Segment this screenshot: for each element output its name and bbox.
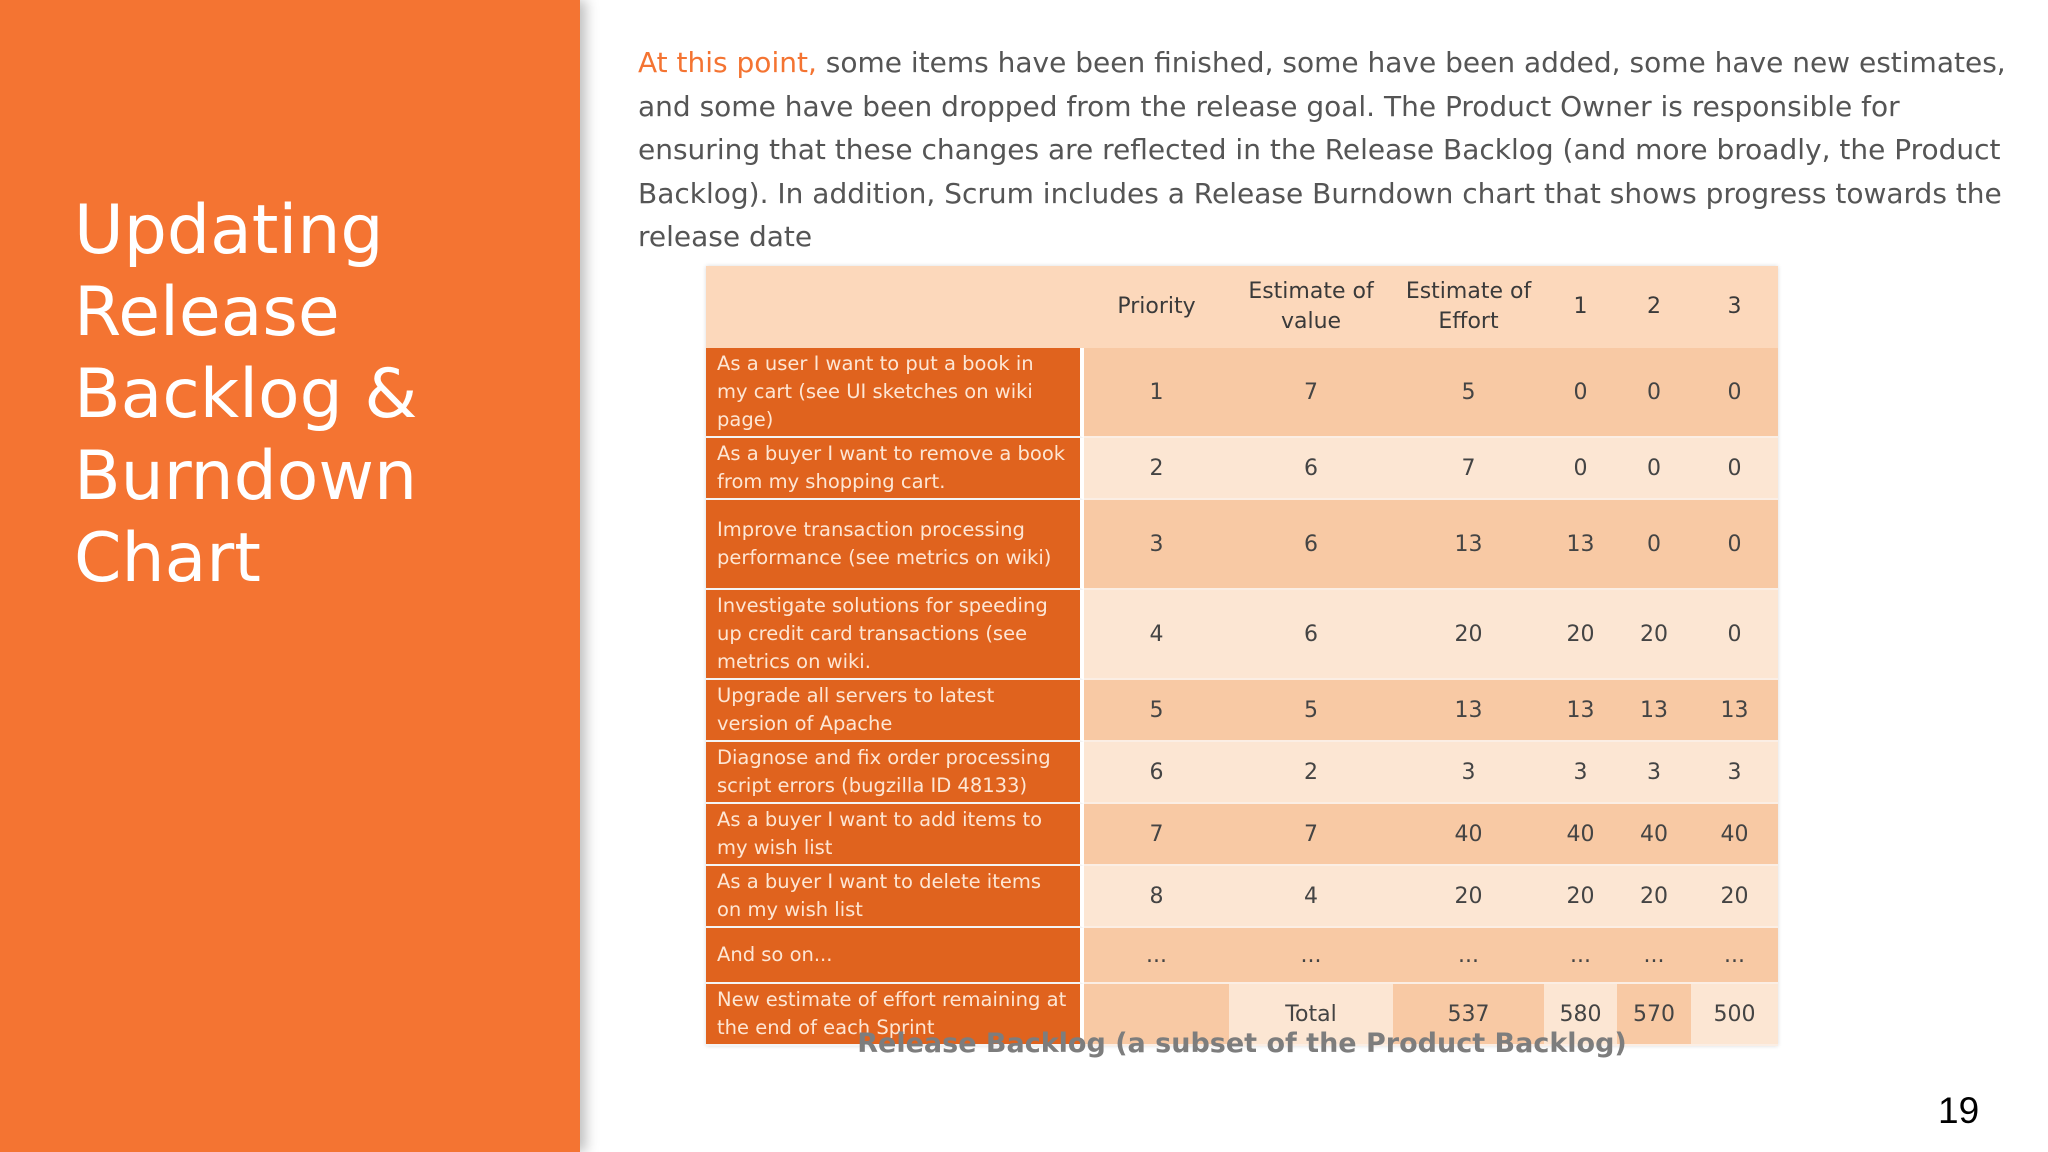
value-cell: ... xyxy=(1229,928,1393,984)
table-row xyxy=(706,866,1778,928)
sprint-3-cell: 3 xyxy=(1691,742,1778,804)
title-panel xyxy=(0,0,580,1152)
sprint-1-cell: 3 xyxy=(1544,742,1617,804)
priority-cell: 4 xyxy=(1084,590,1229,680)
effort-cell: 20 xyxy=(1393,590,1544,680)
value-cell: 6 xyxy=(1229,590,1393,680)
story-cell: Improve transaction processing performance (see metrics on wiki) xyxy=(706,500,1084,590)
intro-lead: At this point, xyxy=(638,46,817,79)
sprint-2-cell: 20 xyxy=(1617,590,1691,680)
backlog-table xyxy=(706,266,1778,1046)
intro-paragraph xyxy=(638,41,2010,259)
priority-cell: 8 xyxy=(1084,866,1229,928)
sprint-1-total-cell: 580 xyxy=(1544,984,1617,1046)
effort-cell: 13 xyxy=(1393,500,1544,590)
title-line: Burndown xyxy=(74,436,418,516)
effort-cell: ... xyxy=(1393,928,1544,984)
header-sprint-3: 3 xyxy=(1691,266,1778,348)
priority-cell: 1 xyxy=(1084,348,1229,438)
sprint-1-cell: 40 xyxy=(1544,804,1617,866)
table-row xyxy=(706,680,1778,742)
title-line: Updating xyxy=(74,190,384,270)
value-cell: 6 xyxy=(1229,500,1393,590)
title-line: Backlog & xyxy=(74,354,418,434)
value-cell: 7 xyxy=(1229,348,1393,438)
effort-cell: 20 xyxy=(1393,866,1544,928)
table-row xyxy=(706,928,1778,984)
sprint-3-cell: 0 xyxy=(1691,438,1778,500)
sprint-2-cell: 0 xyxy=(1617,348,1691,438)
sprint-2-cell: 3 xyxy=(1617,742,1691,804)
sprint-2-total-cell: 570 xyxy=(1617,984,1691,1046)
page-number: 19 xyxy=(1938,1090,1980,1131)
value-cell: 6 xyxy=(1229,438,1393,500)
header-sprint-2: 2 xyxy=(1617,266,1691,348)
sprint-1-cell: 20 xyxy=(1544,866,1617,928)
priority-cell: 6 xyxy=(1084,742,1229,804)
story-cell: As a buyer I want to delete items on my wish list xyxy=(706,866,1084,928)
table-row xyxy=(706,438,1778,500)
table-row xyxy=(706,742,1778,804)
table-row xyxy=(706,500,1778,590)
value-cell: 5 xyxy=(1229,680,1393,742)
sprint-2-cell: 0 xyxy=(1617,438,1691,500)
sprint-3-cell: ... xyxy=(1691,928,1778,984)
title-line: Release xyxy=(74,272,340,352)
story-cell: As a buyer I want to add items to my wish list xyxy=(706,804,1084,866)
title-line: Chart xyxy=(74,518,261,598)
value-cell: 4 xyxy=(1229,866,1393,928)
sprint-2-cell: 0 xyxy=(1617,500,1691,590)
story-cell: As a buyer I want to remove a book from my shopping cart. xyxy=(706,438,1084,500)
sprint-3-cell: 0 xyxy=(1691,590,1778,680)
story-cell: Diagnose and fix order processing script errors (bugzilla ID 48133) xyxy=(706,742,1084,804)
header-effort: Estimate of Effort xyxy=(1393,266,1544,348)
header-story xyxy=(706,266,1084,348)
release-backlog-table xyxy=(706,266,1778,1046)
sprint-3-cell: 20 xyxy=(1691,866,1778,928)
total-label-cell: Total xyxy=(1229,984,1393,1046)
header-row xyxy=(706,266,1778,348)
sprint-1-cell: 13 xyxy=(1544,680,1617,742)
table-row xyxy=(706,804,1778,866)
sprint-3-cell: 0 xyxy=(1691,348,1778,438)
story-cell: New estimate of effort remaining at the end of each Sprint xyxy=(706,984,1084,1046)
story-cell: As a user I want to put a book in my cart (see UI sketches on wiki page) xyxy=(706,348,1084,438)
header-sprint-1: 1 xyxy=(1544,266,1617,348)
value-cell: 7 xyxy=(1229,804,1393,866)
slide-title xyxy=(74,190,554,600)
effort-cell: 5 xyxy=(1393,348,1544,438)
priority-cell: ... xyxy=(1084,928,1229,984)
sprint-1-cell: 13 xyxy=(1544,500,1617,590)
sprint-1-cell: ... xyxy=(1544,928,1617,984)
story-cell: Upgrade all servers to latest version of Apache xyxy=(706,680,1084,742)
sprint-3-cell: 0 xyxy=(1691,500,1778,590)
table-row xyxy=(706,348,1778,438)
sprint-2-cell: ... xyxy=(1617,928,1691,984)
priority-cell: 3 xyxy=(1084,500,1229,590)
effort-total-cell: 537 xyxy=(1393,984,1544,1046)
header-value: Estimate of value xyxy=(1229,266,1393,348)
intro-text: some items have been finished, some have been added, some have new estimates, and some have been dropped from the release goal. The Product Owner is responsible for ensuring that these changes are reflected in the Release Backlog (and more broadly, the Product Backlog). In addition, Scrum includes a Release Burndown chart that shows progress towards the release date xyxy=(638,46,2006,253)
sprint-1-cell: 0 xyxy=(1544,348,1617,438)
value-cell: 2 xyxy=(1229,742,1393,804)
sprint-2-cell: 20 xyxy=(1617,866,1691,928)
sprint-3-cell: 13 xyxy=(1691,680,1778,742)
priority-cell: 2 xyxy=(1084,438,1229,500)
effort-cell: 13 xyxy=(1393,680,1544,742)
sprint-3-cell: 40 xyxy=(1691,804,1778,866)
sprint-3-total-cell: 500 xyxy=(1691,984,1778,1046)
effort-cell: 7 xyxy=(1393,438,1544,500)
sprint-1-cell: 20 xyxy=(1544,590,1617,680)
story-cell: Investigate solutions for speeding up credit card transactions (see metrics on wiki. xyxy=(706,590,1084,680)
sprint-2-cell: 40 xyxy=(1617,804,1691,866)
effort-cell: 3 xyxy=(1393,742,1544,804)
sprint-1-cell: 0 xyxy=(1544,438,1617,500)
table-row xyxy=(706,590,1778,680)
story-cell: And so on... xyxy=(706,928,1084,984)
sprint-2-cell: 13 xyxy=(1617,680,1691,742)
header-priority: Priority xyxy=(1084,266,1229,348)
effort-cell: 40 xyxy=(1393,804,1544,866)
table-caption: Release Backlog (a subset of the Product Backlog) xyxy=(857,1028,1627,1059)
priority-cell: 5 xyxy=(1084,680,1229,742)
priority-cell: 7 xyxy=(1084,804,1229,866)
